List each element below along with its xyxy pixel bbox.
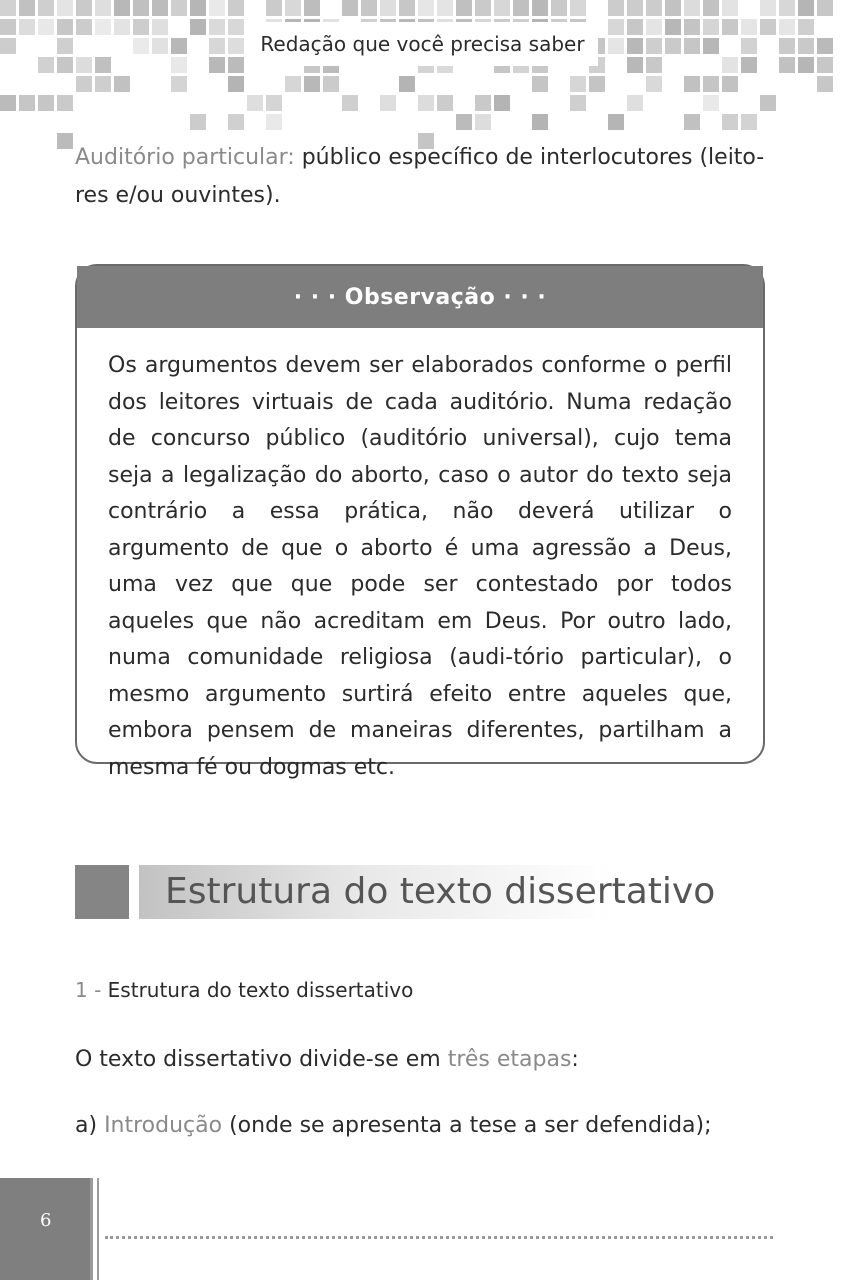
etapas-accent: três etapas [447,1047,572,1072]
mosaic-tile [513,0,529,16]
mosaic-tile [456,114,472,130]
page-number: 6 [40,1210,52,1231]
page-number-box [0,1178,90,1280]
mosaic-tile [703,0,719,16]
mosaic-tile [190,19,206,35]
mosaic-tile [798,57,814,73]
mosaic-tile [817,38,833,54]
mosaic-tile [76,76,92,92]
mosaic-tile [627,0,643,16]
mosaic-tile [627,38,643,54]
mosaic-tile [114,19,130,35]
etapas-line [75,1041,775,1079]
mosaic-tile [741,38,757,54]
running-title [247,22,598,66]
etapas-suffix: : [571,1047,579,1072]
mosaic-tile [551,0,567,16]
mosaic-tile [532,114,548,130]
mosaic-tile [646,57,662,73]
mosaic-tile [722,114,738,130]
observation-heading: · · · Observação · · · [293,284,547,310]
mosaic-tile [76,19,92,35]
mosaic-tile [209,0,225,16]
mosaic-tile [380,0,396,16]
mosaic-tile [19,95,35,111]
section-marker [75,865,129,919]
mosaic-tile [209,57,225,73]
item-a-accent: Introdução [104,1113,223,1138]
mosaic-tile [741,57,757,73]
mosaic-tile [228,57,244,73]
mosaic-tile [266,95,282,111]
mosaic-tile [779,0,795,16]
mosaic-tile [190,0,206,16]
intro-definition-line2: res e/ou ouvintes). [75,183,281,208]
mosaic-tile [722,19,738,35]
mosaic-tile [57,0,73,16]
mosaic-tile [38,95,54,111]
mosaic-tile [342,0,358,16]
mosaic-tile [76,0,92,16]
mosaic-tile [228,38,244,54]
mosaic-tile [114,0,130,16]
mosaic-tile [741,114,757,130]
mosaic-tile [589,76,605,92]
mosaic-tile [684,0,700,16]
mosaic-tile [95,57,111,73]
mosaic-tile [570,76,586,92]
etapas-prefix: O texto dissertativo divide-se em [75,1047,448,1072]
mosaic-tile [475,0,491,16]
item-a [75,1107,775,1145]
observation-header [77,266,763,328]
item-1 [75,971,775,1009]
mosaic-tile [817,57,833,73]
mosaic-tile [209,38,225,54]
mosaic-tile [608,38,624,54]
mosaic-tile [665,19,681,35]
mosaic-tile [0,95,16,111]
mosaic-tile [95,19,111,35]
mosaic-tile [779,38,795,54]
mosaic-tile [304,0,320,16]
mosaic-tile [494,95,510,111]
running-title-text: Redação que você precisa saber [260,32,585,56]
mosaic-tile [532,76,548,92]
mosaic-tile [760,19,776,35]
mosaic-tile [399,76,415,92]
mosaic-tile [418,95,434,111]
mosaic-tile [703,38,719,54]
intro-paragraph [75,139,775,215]
mosaic-tile [475,95,491,111]
item-1-number: 1 - [75,978,102,1002]
mosaic-tile [646,38,662,54]
mosaic-tile [722,0,738,16]
mosaic-tile [0,38,16,54]
mosaic-tile [19,0,35,16]
mosaic-tile [399,0,415,16]
mosaic-tile [342,95,358,111]
mosaic-tile [38,57,54,73]
mosaic-tile [418,0,434,16]
mosaic-tile [703,95,719,111]
mosaic-tile [57,133,73,149]
mosaic-tile [247,95,263,111]
mosaic-tile [152,38,168,54]
mosaic-tile [608,114,624,130]
mosaic-tile [570,95,586,111]
mosaic-tile [228,19,244,35]
mosaic-tile [171,38,187,54]
mosaic-tile [570,0,586,16]
intro-term: Auditório particular: [75,145,295,170]
mosaic-tile [722,57,738,73]
intro-definition-line1: público específico de interlocutores (leito- [301,145,765,170]
mosaic-tile [76,57,92,73]
mosaic-tile [684,38,700,54]
mosaic-tile [608,0,624,16]
mosaic-tile [608,19,624,35]
mosaic-tile [437,0,453,16]
mosaic-tile [152,19,168,35]
mosaic-tile [760,95,776,111]
mosaic-tile [437,95,453,111]
mosaic-tile [532,0,548,16]
footer-divider [90,1178,102,1280]
mosaic-tile [57,95,73,111]
mosaic-tile [665,38,681,54]
mosaic-tile [266,114,282,130]
mosaic-tile [266,0,282,16]
mosaic-tile [38,0,54,16]
mosaic-tile [627,19,643,35]
footer-dotted-rule [105,1236,773,1239]
mosaic-tile [627,57,643,73]
mosaic-tile [285,76,301,92]
mosaic-tile [57,38,73,54]
mosaic-pattern [0,0,842,135]
mosaic-tile [760,0,776,16]
mosaic-tile [57,57,73,73]
mosaic-tile [152,0,168,16]
mosaic-tile [627,95,643,111]
mosaic-tile [798,0,814,16]
mosaic-tile [38,19,54,35]
mosaic-tile [171,76,187,92]
mosaic-tile [171,57,187,73]
page-header [0,0,842,135]
mosaic-tile [798,19,814,35]
mosaic-tile [779,57,795,73]
mosaic-tile [665,0,681,16]
mosaic-tile [171,0,187,16]
mosaic-tile [684,76,700,92]
mosaic-tile [361,0,377,16]
mosaic-tile [57,19,73,35]
mosaic-tile [133,38,149,54]
mosaic-tile [817,0,833,16]
mosaic-tile [684,114,700,130]
mosaic-tile [779,19,795,35]
mosaic-tile [0,0,16,16]
mosaic-tile [494,0,510,16]
mosaic-tile [228,0,244,16]
mosaic-tile [133,19,149,35]
mosaic-tile [228,114,244,130]
mosaic-tile [684,19,700,35]
footer-divider-inner [97,1178,99,1280]
mosaic-tile [190,114,206,130]
mosaic-tile [798,38,814,54]
mosaic-tile [228,76,244,92]
mosaic-tile [114,76,130,92]
mosaic-tile [475,114,491,130]
mosaic-tile [304,76,320,92]
mosaic-tile [741,19,757,35]
item-1-text: Estrutura do texto dissertativo [101,978,414,1002]
observation-text: Os argumentos devem ser elaborados conforme o perfil dos leitores virtuais de cada auditório. Numa redação de concurso público (auditório universal), cujo tema seja a legalização do aborto, caso o autor do texto seja contrário a essa prática, não deverá utilizar o argumento de que o aborto é uma agressão a Deus, uma vez que que pode ser contestado por todos aqueles que não acreditam em Deus. Por outro lado, numa comunidade religiosa (audi-tório particular), o mesmo argumento surtirá efeito entre aqueles que, embora pensem de maneiras diferentes, partilham a mesma fé ou dogmas etc. [108,353,732,780]
mosaic-tile [646,0,662,16]
mosaic-tile [722,76,738,92]
mosaic-tile [703,76,719,92]
mosaic-tile [133,0,149,16]
section-title: Estrutura do texto dissertativo [165,871,716,912]
mosaic-tile [95,76,111,92]
mosaic-tile [817,76,833,92]
mosaic-tile [285,0,301,16]
observation-box [75,264,765,780]
mosaic-tile [646,76,662,92]
mosaic-tile [456,0,472,16]
item-a-prefix: a) [75,1113,105,1138]
mosaic-tile [19,19,35,35]
item-a-suffix: (onde se apresenta a tese a ser defendida); [222,1113,712,1138]
mosaic-tile [703,19,719,35]
mosaic-tile [209,19,225,35]
mosaic-tile [323,76,339,92]
mosaic-tile [646,19,662,35]
mosaic-tile [0,19,16,35]
mosaic-tile [95,0,111,16]
mosaic-tile [380,95,396,111]
